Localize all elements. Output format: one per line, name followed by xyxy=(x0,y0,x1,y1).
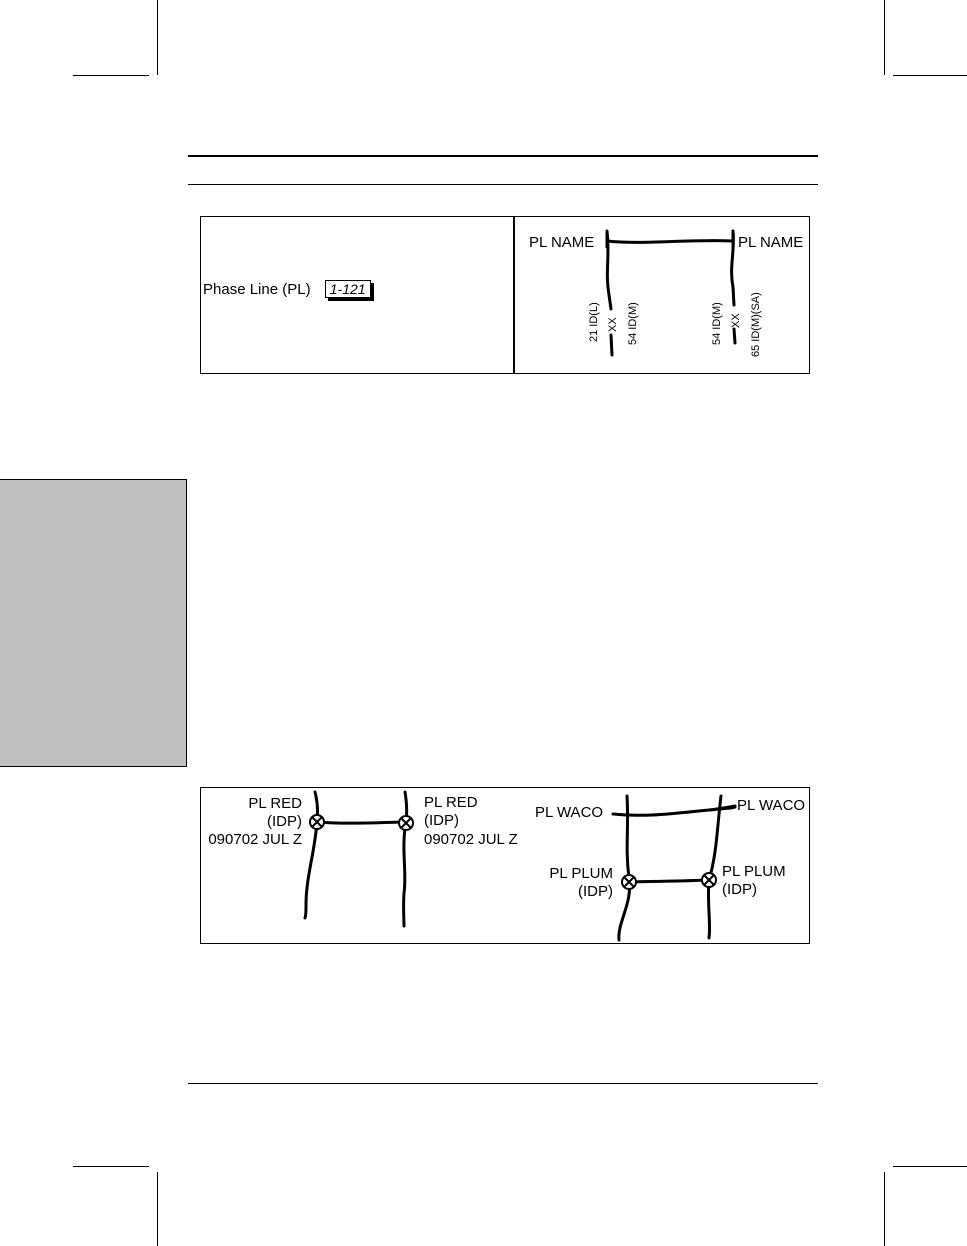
pl-name-right: PL NAME xyxy=(738,234,804,251)
phase-line-symbol xyxy=(515,217,809,373)
phase-line-top xyxy=(607,241,733,243)
pl-red-right-line xyxy=(404,792,407,926)
unit-label: 21 ID(L) xyxy=(588,302,600,342)
pl-red-right-name: PL RED xyxy=(424,794,478,811)
symbol-name xyxy=(203,280,371,298)
crop-mark xyxy=(157,1172,158,1246)
header-subrule xyxy=(188,184,818,185)
pl-plum-connector xyxy=(629,880,709,882)
pl-plum-right-line xyxy=(708,796,721,938)
pl-plum-left-idp: (IDP) xyxy=(578,883,613,900)
pl-red-connector xyxy=(317,822,406,823)
idp-marker-icon xyxy=(622,875,636,889)
phase-line-right-lower xyxy=(734,329,735,343)
unit-label: 54 ID(M) xyxy=(627,302,639,345)
crop-mark xyxy=(157,0,158,75)
idp-marker-icon xyxy=(702,873,716,887)
pl-plum-right-name: PL PLUM xyxy=(722,863,786,880)
pl-red-right-idp: (IDP) xyxy=(424,812,459,829)
phase-line-left-lower xyxy=(611,335,612,355)
reference-tag: 1-121 xyxy=(325,280,371,298)
idp-marker-icon xyxy=(399,816,413,830)
crop-mark xyxy=(893,1166,967,1167)
pl-red-right-dtg: 090702 JUL Z xyxy=(424,831,518,848)
pl-red-left-line xyxy=(305,792,318,918)
chapter-tab xyxy=(0,479,187,767)
pl-plum-right-idp: (IDP) xyxy=(722,881,757,898)
header-rule xyxy=(188,155,818,157)
pl-red-left-idp: (IDP) xyxy=(267,813,302,830)
pl-waco-right-name: PL WACO xyxy=(737,797,806,814)
pl-red-left-dtg: 090702 JUL Z xyxy=(208,831,302,848)
example-figure xyxy=(201,788,809,943)
pl-red-left-name: PL RED xyxy=(248,795,302,812)
phase-line-example xyxy=(200,787,810,944)
pl-plum-left-name: PL PLUM xyxy=(549,865,613,882)
footer-rule xyxy=(188,1083,818,1084)
pl-waco-left-name: PL WACO xyxy=(535,804,604,821)
pl-plum-left-line xyxy=(619,796,630,940)
crop-mark xyxy=(73,75,149,76)
pl-name-left: PL NAME xyxy=(529,234,595,251)
crop-mark xyxy=(893,75,967,76)
crop-mark xyxy=(73,1166,149,1167)
unit-label: 54 ID(M) xyxy=(711,302,723,345)
echelon-right: XX xyxy=(730,313,742,328)
unit-label: 65 ID(M)(SA) xyxy=(750,292,762,357)
idp-marker-icon xyxy=(310,815,324,829)
crop-mark xyxy=(884,0,885,75)
symbol-table xyxy=(200,216,810,374)
crop-mark xyxy=(884,1172,885,1246)
symbol-label-text: Phase Line (PL) xyxy=(203,281,311,298)
echelon-left: XX xyxy=(607,317,619,332)
